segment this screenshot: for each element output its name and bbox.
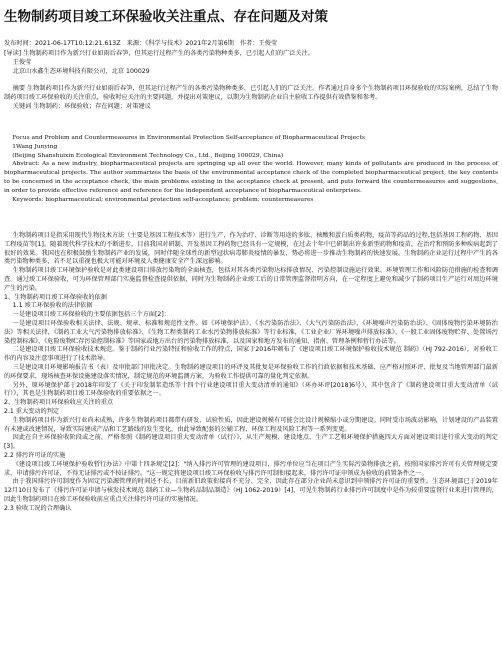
- english-abstract: Abstract: As a new industry, biopharmaceutical projects are springing up all over the world. However, many kinds of pollutants are produced in the process of biopharmaceutical projects. The author summarizes the basis of the environmental acceptance check of the completed biopharmaceutical project, the key contents to be concerned in the acceptance check, the main problems existing in the acceptance check at present, and puts forward the countermeasures and suggestions, in order to provide effective reference and reference for the independent acceptance of biopharmaceutical enterprises.: [4, 161, 498, 194]
- subsection-heading: 1.1 竣工环保验收的法律依据: [12, 302, 93, 310]
- abstract-summary: 摘要 生物制药项目作为新兴行业如雨后春笋，但其运行过程产生的各类污染物种类多，已引起人们的广泛关注。作者通过自身多个生物制药项目环保验收的实际案例，总结了生物制药项目竣工环保验收的关注重点，验收时应关注的主要问题，并提出对策建议，以期为生物制药企业自主验收工作提供有效借鉴和参考。: [4, 85, 498, 102]
- english-title: Focus and Problem and Countermeasures in Environmental Protection Self-acceptance of Biopharmaceutical Projects: [12, 135, 365, 141]
- body-paragraph: 二是建设项目竣工环保验收技术规范。鉴于制药行业污染特征和验收工作的特点，国家于2016年颁布了《建设项目竣工环境保护验收技术规范 制药》（HJ 792-2016），对验收工作的内容及注意事项进行了技术指导。: [4, 346, 498, 363]
- body-paragraph: 因此在自主环保验收阶段或之前，严格参照《制药建设项目重大变动清单（试行）》，从生产规模、建设地点、生产工艺和环境保护措施四大方面对建设项目进行重大变动的判定[3]。: [4, 434, 498, 451]
- english-keywords: Keywords: biopharmaceutical; environmental protection self-acceptance; problem; countermeasures: [12, 196, 314, 203]
- subsection-heading: 2.2 排污许可证的实施: [4, 451, 66, 459]
- body-paragraph: 由于我国排污许可制度作为固定污染源管理的时间还不长，目前新旧政策衔接尚不充分、完全，因此存在部分企业尚未意识到申领排污许可证的重要性。生态环境部已于2019年12月10日发布了《排污许可证申请与核发技术规范 制药工业—生物药品制品制造》（HJ 1062-2019）[4]，可见生物制药行业排污许可制度中是作为较重要监督行业来进行管理的，因此生物制药项目在竣工环保验收前应重点关注排污许可证的实施情况。: [4, 478, 498, 503]
- section-heading: 2、生物制药项目环保验收应关注的重点: [4, 399, 114, 407]
- body-paragraph: 生物制药项目是指采用现代生物技术方法（主要是基因工程技术等）进行生产，作为治疗、诊断等用途的多肽、核酸和蛋白质类药物、疫苗等药品的过程,包括基因工程药物、基因工程疫苗等[1]。随着现代科学技术的不断进步，目前我国对研制、开发基因工程药物已经具有一定规模，在过去十年中已研制出许多新型药物和疫苗，在治疗和预防多种疾病起到了很好的效果。我国也在积极鼓励生物制药产业的发展，同时伴随全球性的新型冠状病毒肺炎疫情的暴发，势必将进一步推动生物制药的快速发展。生物制药企业运行过程中产生的各类污染物种类多，若不足以重视也极大可能对环境及人类健康安全产生深远影响。: [4, 232, 498, 266]
- body-paragraph: 另外，原环境保护部于2018年印发了《关于印发制浆造纸等十四个行业建设项目重大变动清单的通知》（环办环评[2018]6号），其中包含了《制药建设项目重大变动清单（试行）》，其也是生物制药项目竣工环保验收的重要依据之一。: [4, 381, 498, 398]
- keywords-cn: 关键词 生物制药；环保验收；存在问题；对策建议: [12, 102, 151, 110]
- english-author: 1Wang Junying: [12, 143, 58, 150]
- abstract-en: [4, 134, 498, 204]
- author-name: 王俊莹: [12, 58, 32, 66]
- body-paragraph: 《建设项目竣工环境保护验收暂行办法》中第十四条规定[2]："纳入排污许可管理的建设项目，排污单位应当在项目产生实际污染物排放之前，按照国家排污许可有关管理规定要求，申请排污许可证，不得无证排污或不按证排污。"这一规定将建设项目竣工环保验收与排污许可制衔接起来，排污许可证申领成为验收的前置条件之一。: [4, 460, 498, 477]
- english-affiliation: (Beijing Shanshuixin Ecological Environment Technology Co., Ltd., Beijing 100029, China): [12, 152, 284, 159]
- body-paragraph: 一是建设项目环保验收相关法律、法规、规章、标准和规范性文件。如《环境保护法》、《水污染防治法》、《大气污染防治法》、《环境噪声污染防治法》、《固体废物污染环境防治法》等相关法律，《制药工业大气污染物排放标准》、《生物工程类制药工业水污染物排放标准》等行业标准，《工业企业厂界环境噪声排放标准》、《一般工业固体废物贮存、处置场污染控制标准》、《危险废物贮存污染控制标准》等国家或地方出台的污染物排放标准，以及国家和地方发布的通知、指南、管理条例和暂行办法等。: [4, 319, 498, 345]
- section-heading: 1、生物制药项目竣工环保验收的依据: [4, 293, 107, 301]
- body-paragraph: 生物制药项目竣工环境保护验收是对此类建设项目排放污染物的全面核查，包括对其各类污染物达标排放情况、污染控制设施运行效果、环境管理工作和风险防范措施的检查和调查。通过竣工环保验收，可为环保管理部门实施监督检查提供依据，同时为生物制药企业竣工后的日常管理监督指明方向，在一定程度上避免和减少了制药项目生产运行对周边环境产生的污染。: [4, 267, 498, 292]
- article-body: [4, 232, 498, 514]
- subsection-heading: 2.1 重大变动的判定: [4, 407, 60, 415]
- abstract-cn: [4, 50, 498, 112]
- author-affiliation: 北京山水鑫生态环境科技有限公司，北京 100029: [12, 67, 150, 75]
- publish-info: 发布时间：2021-06-17T10:12:21.613Z 来源：《科学与技术》2021年2月第6期 作者：王俊莹: [4, 40, 278, 47]
- body-paragraph: 三是建设项目环境影响报告书（表）及审批部门审批决定。生物制药建设项目的环评及其批复是环保验收工作的行政依据和技术基础，应严格对照环评、批复及当地管理部门最新的环保要求，现场核查环保设施建设落实情况，制定规范的环境监测方案，为验收工作提供可靠的量化判定依据。: [4, 363, 498, 380]
- page-title: 生物制药项目竣工环保验收关注重点、存在问题及对策: [4, 9, 328, 25]
- subsection-heading: 2.3 验收工况的合理确认: [4, 504, 72, 512]
- guide-text: [导读] 生物制药项目作为新兴行业如雨后春笋，但其运行过程产生的各类污染物种类多，已引起人们的广泛关注。: [4, 50, 314, 57]
- body-paragraph: 一是建设项目竣工环保验收的主要依据包括三个方面[2]：: [12, 311, 170, 319]
- body-paragraph: 生物制药项目作为新兴行业尚未成熟，许多生物制药项目都带有研发、试验性质，因此建设规模有可能会比设计规模缩小或分期建设。同时受市场波动影响，计划建设的产品装置有未建或改建情况，导致实际建成产品和工艺路线的发生变化，由此导致配套的公辅工程、环保工程及风险工程等一系列变更。: [4, 416, 498, 433]
